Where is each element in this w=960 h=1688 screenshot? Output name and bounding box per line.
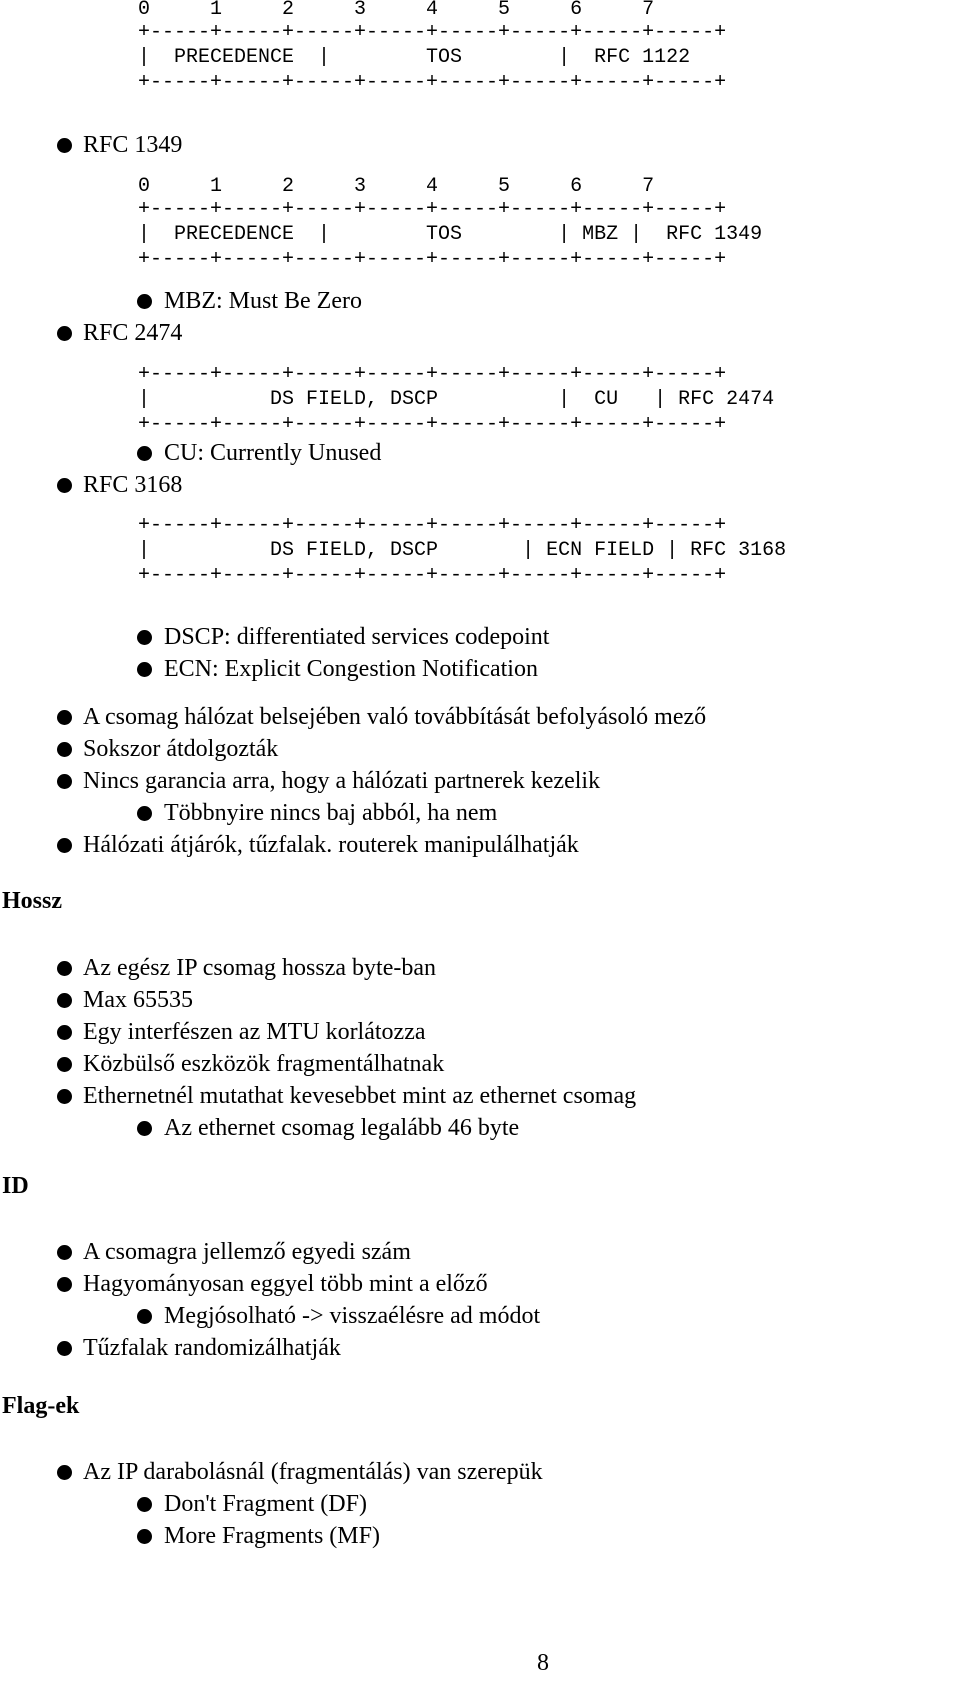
hossz-item-5: Ethernetnél mutathat kevesebbet mint az ethernet csomag	[83, 1083, 637, 1109]
id-item-1: A csomagra jellemző egyedi szám	[83, 1239, 411, 1265]
bullet-icon	[57, 1245, 72, 1260]
bullet-icon	[57, 710, 72, 725]
bullet-icon	[137, 662, 152, 677]
bullet-rfc3168: RFC 3168	[83, 472, 183, 498]
hossz-item-4: Közbülső eszközök fragmentálhatnak	[83, 1051, 445, 1077]
bullet-icon	[137, 1309, 152, 1324]
bullet-icon	[57, 774, 72, 789]
bullet-icon	[57, 326, 72, 341]
heading-id: ID	[2, 1173, 29, 1199]
bullet-icon	[137, 446, 152, 461]
bullet-tos-3a: Többnyire nincs baj abból, ha nem	[164, 800, 498, 826]
bullet-ecn: ECN: Explicit Congestion Notification	[164, 656, 538, 682]
bullet-icon	[137, 1497, 152, 1512]
bullet-icon	[57, 838, 72, 853]
rfc1349-border-top: +-----+-----+-----+-----+-----+-----+-----+-----+	[138, 198, 727, 221]
rfc3168-fields-row: | DS FIELD, DSCP | ECN FIELD | RFC 3168	[138, 539, 787, 562]
bullet-mbz: MBZ: Must Be Zero	[164, 288, 362, 314]
bullet-icon	[57, 961, 72, 976]
bullet-icon	[137, 630, 152, 645]
bullet-icon	[57, 742, 72, 757]
bullet-icon	[57, 1089, 72, 1104]
rfc3168-border-top: +-----+-----+-----+-----+-----+-----+-----+-----+	[138, 514, 727, 537]
bullet-dscp: DSCP: differentiated services codepoint	[164, 624, 550, 650]
bullet-tos-1: A csomag hálózat belsejében való továbbítását befolyásoló mező	[83, 704, 707, 730]
rfc1122-bit-ruler: 0 1 2 3 4 5 6 7	[138, 0, 655, 21]
bullet-icon	[57, 993, 72, 1008]
bullet-tos-2: Sokszor átdolgozták	[83, 736, 279, 762]
bullet-icon	[57, 138, 72, 153]
rfc1349-border-bottom: +-----+-----+-----+-----+-----+-----+-----+-----+	[138, 248, 727, 271]
rfc1122-border-top: +-----+-----+-----+-----+-----+-----+-----+-----+	[138, 21, 727, 44]
flags-subitem-df: Don't Fragment (DF)	[164, 1491, 367, 1517]
hossz-item-1: Az egész IP csomag hossza byte-ban	[83, 955, 436, 981]
rfc3168-border-bottom: +-----+-----+-----+-----+-----+-----+-----+-----+	[138, 564, 727, 587]
id-item-2: Hagyományosan eggyel több mint a előző	[83, 1271, 488, 1297]
bullet-icon	[137, 1529, 152, 1544]
bullet-icon	[137, 806, 152, 821]
bullet-rfc2474: RFC 2474	[83, 320, 183, 346]
heading-hossz: Hossz	[2, 888, 62, 914]
bullet-icon	[137, 1121, 152, 1136]
flags-subitem-mf: More Fragments (MF)	[164, 1523, 380, 1549]
bullet-icon	[57, 478, 72, 493]
rfc2474-border-top: +-----+-----+-----+-----+-----+-----+-----+-----+	[138, 363, 727, 386]
bullet-cu: CU: Currently Unused	[164, 440, 382, 466]
rfc1349-bit-ruler: 0 1 2 3 4 5 6 7	[138, 175, 655, 198]
rfc1349-fields-row: | PRECEDENCE | TOS | MBZ | RFC 1349	[138, 223, 763, 246]
bullet-icon	[57, 1341, 72, 1356]
bullet-rfc1349: RFC 1349	[83, 132, 183, 158]
bullet-icon	[57, 1465, 72, 1480]
bullet-tos-3: Nincs garancia arra, hogy a hálózati partnerek kezelik	[83, 768, 601, 794]
rfc1122-border-bottom: +-----+-----+-----+-----+-----+-----+-----+-----+	[138, 71, 727, 94]
bullet-icon	[137, 294, 152, 309]
id-item-3: Tűzfalak randomizálhatják	[83, 1335, 341, 1361]
id-subitem: Megjósolható -> visszaélésre ad módot	[164, 1303, 541, 1329]
hossz-subitem: Az ethernet csomag legalább 46 byte	[164, 1115, 520, 1141]
bullet-icon	[57, 1057, 72, 1072]
hossz-item-3: Egy interfészen az MTU korlátozza	[83, 1019, 426, 1045]
rfc2474-fields-row: | DS FIELD, DSCP | CU | RFC 2474	[138, 388, 775, 411]
flags-item: Az IP darabolásnál (fragmentálás) van szerepük	[83, 1459, 543, 1485]
bullet-icon	[57, 1277, 72, 1292]
bullet-tos-4: Hálózati átjárók, tűzfalak. routerek manipulálhatják	[83, 832, 579, 858]
rfc2474-border-bottom: +-----+-----+-----+-----+-----+-----+-----+-----+	[138, 413, 727, 436]
page-number: 8	[537, 1650, 549, 1676]
rfc1122-fields-row: | PRECEDENCE | TOS | RFC 1122	[138, 46, 691, 69]
heading-flags: Flag-ek	[2, 1393, 80, 1419]
hossz-item-2: Max 65535	[83, 987, 193, 1013]
bullet-icon	[57, 1025, 72, 1040]
